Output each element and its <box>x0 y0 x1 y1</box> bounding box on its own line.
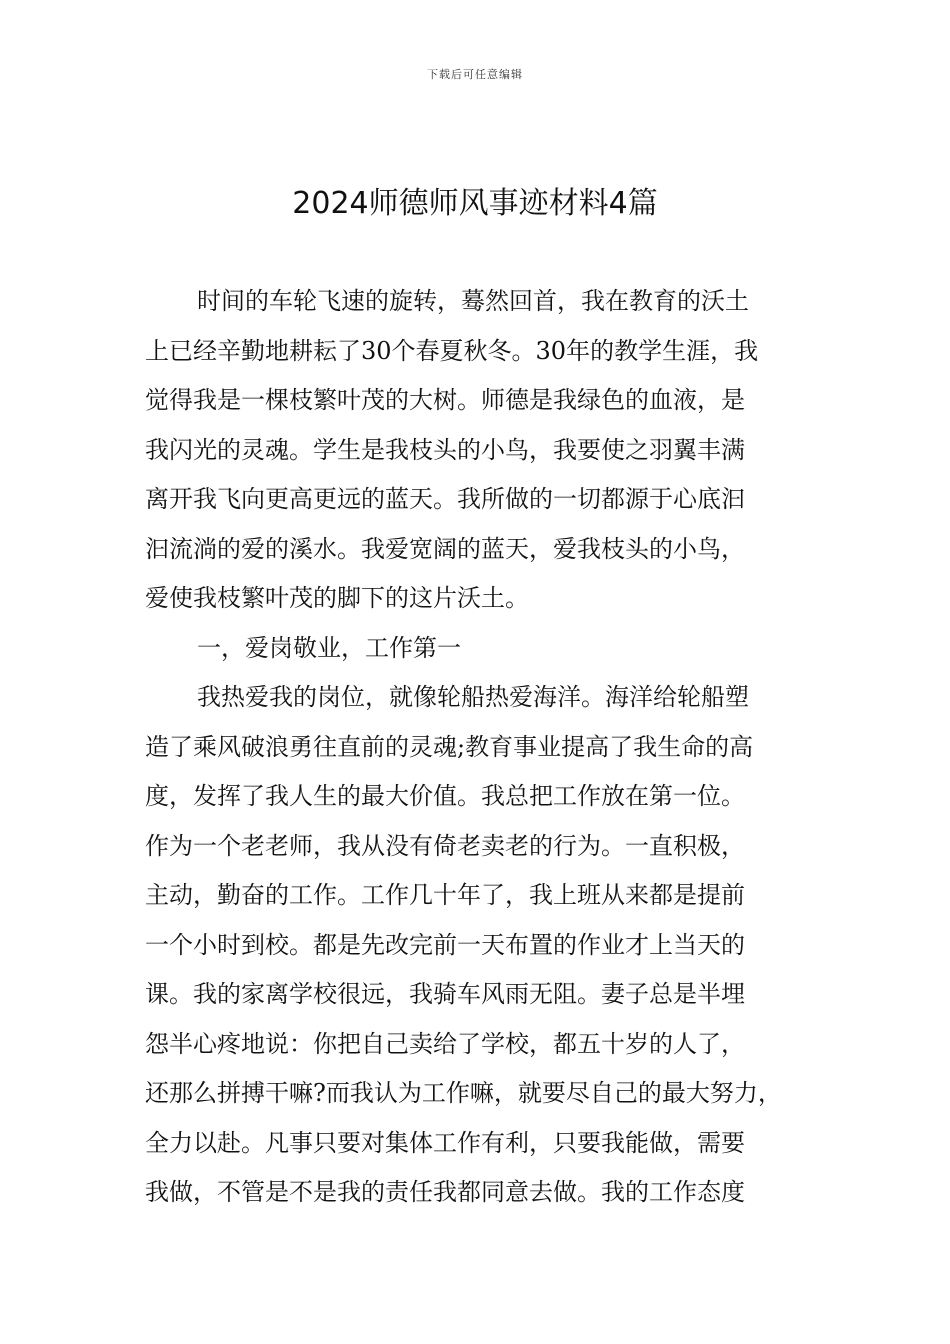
text-line: 还那么拼搏干嘛?而我认为工作嘛，就要尽自己的最大努力， <box>145 1079 782 1107</box>
text-line: 我热爱我的岗位，就像轮船热爱海洋。海洋给轮船塑 <box>197 683 749 711</box>
text-line: 课。我的家离学校很远，我骑车风雨无阻。妻子总是半埋 <box>145 980 745 1008</box>
text-line: 爱使我枝繁叶茂的脚下的这片沃土。 <box>145 584 529 612</box>
text-line: 离开我飞向更高更远的蓝天。我所做的一切都源于心底汩 <box>145 485 745 513</box>
text-line: 一个小时到校。都是先改完前一天布置的作业才上当天的 <box>145 930 745 959</box>
section-heading: 一，爱岗敬业，工作第一 <box>197 633 461 662</box>
text-line: 汩流淌的爱的溪水。我爱宽阔的蓝天，爱我枝头的小鸟， <box>145 534 745 563</box>
text-line: 怨半心疼地说：你把自己卖给了学校，都五十岁的人了， <box>145 1029 745 1058</box>
text-line: 造了乘风破浪勇往直前的灵魂;教育事业提高了我生命的高 <box>145 732 754 761</box>
text-line: 主动，勤奋的工作。工作几十年了，我上班从来都是提前 <box>145 881 745 909</box>
text-line: 全力以赴。凡事只要对集体工作有利，只要我能做，需要 <box>145 1128 745 1157</box>
body-text <box>145 277 815 1218</box>
text-line: 我做，不管是不是我的责任我都同意去做。我的工作态度 <box>145 1178 745 1206</box>
text-line: 我闪光的灵魂。学生是我枝头的小鸟，我要使之羽翼丰满 <box>145 435 745 464</box>
text-line: 作为一个老老师，我从没有倚老卖老的行为。一直积极， <box>145 831 745 860</box>
text-line: 觉得我是一棵枝繁叶茂的大树。师德是我绿色的血液，是 <box>145 386 745 414</box>
header-note: 下载后可任意编辑 <box>427 68 523 81</box>
document-title: 2024师德师风事迹材料4篇 <box>292 186 658 221</box>
text-line: 时间的车轮飞速的旋转，蓦然回首，我在教育的沃土 <box>197 287 749 315</box>
text-line: 上已经辛勤地耕耘了30个春夏秋冬。30年的教学生涯，我 <box>145 336 759 365</box>
text-line: 度，发挥了我人生的最大价值。我总把工作放在第一位。 <box>145 782 745 810</box>
